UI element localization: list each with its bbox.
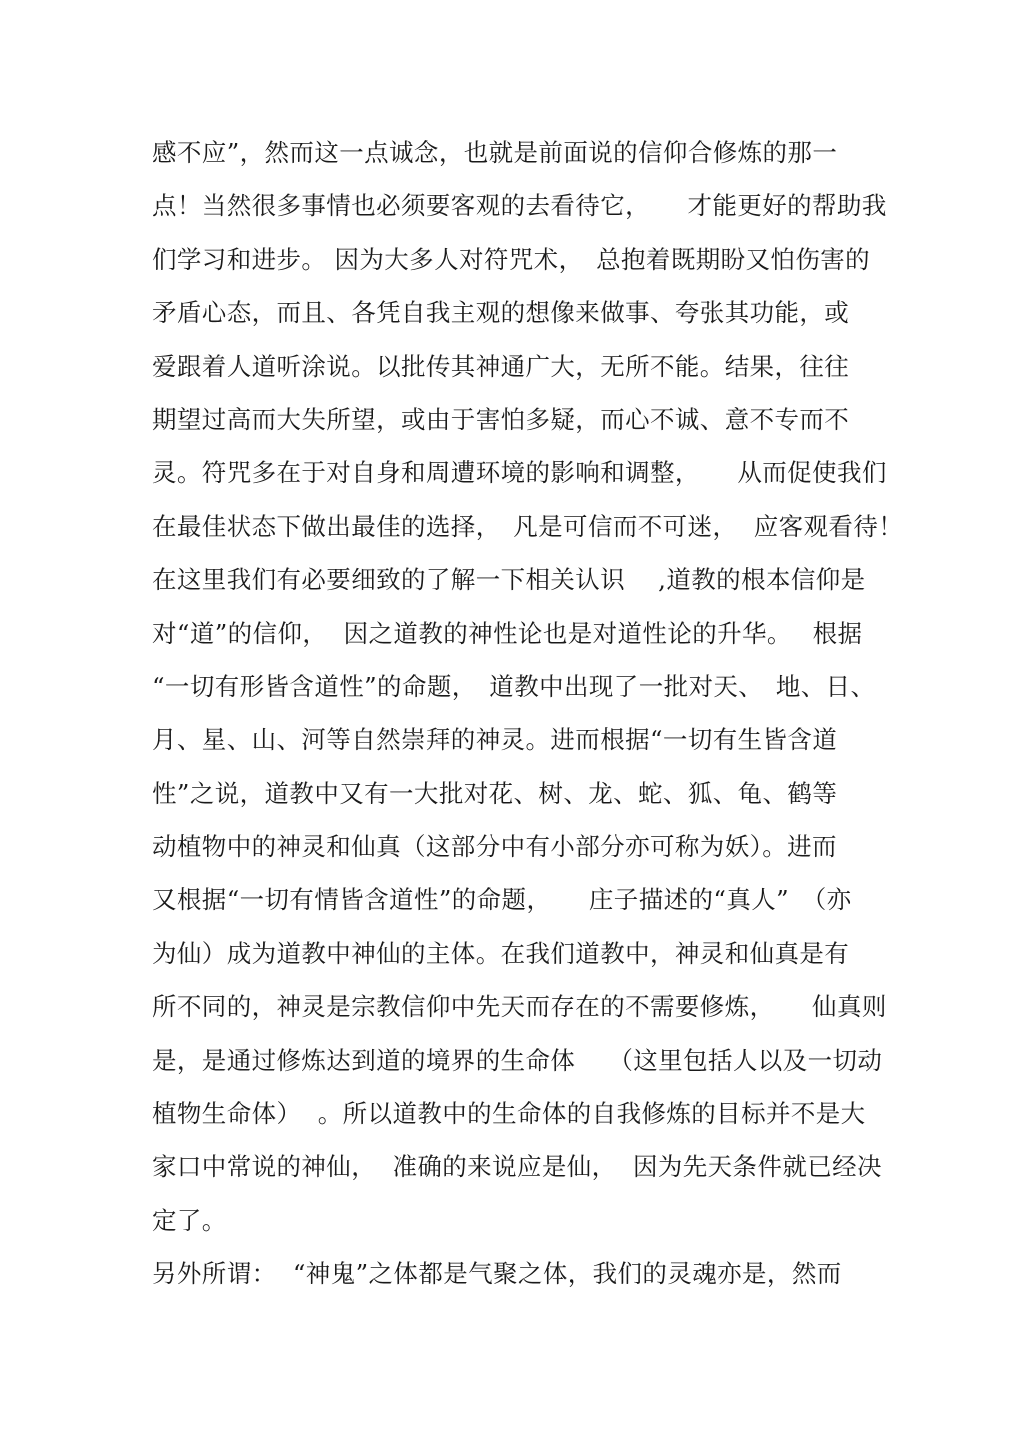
text-line: 又根据“一切有情皆含道性”的命题， 庄子描述的“真人” （亦	[152, 885, 852, 915]
text-line: 在最佳状态下做出最佳的选择， 凡是可信而不可迷， 应客观看待！	[152, 511, 904, 541]
text-line: “一切有形皆含道性”的命题， 道教中出现了一批对天、 地、日、	[152, 671, 876, 701]
text-line: 月、星、山、河等自然崇拜的神灵。进而根据“一切有生皆含道	[152, 725, 838, 755]
text-line: 定了。	[152, 1205, 227, 1235]
text-line: 动植物中的神灵和仙真（这部分中有小部分亦可称为妖）。进而	[152, 832, 837, 862]
text-line: 感不应”，然而这一点诚念，也就是前面说的信仰合修炼的那一	[152, 138, 838, 167]
text-line: 矛盾心态，而且、各凭自我主观的想像来做事、夸张其功能，或	[152, 298, 850, 328]
text-line: 灵。符咒多在于对自身和周遭环境的影响和调整， 从而促使我们	[152, 458, 887, 488]
text-line: 爱跟着人道听涂说。以批传其神通广大，无所不能。结果，往往	[152, 351, 850, 381]
text-line: 们学习和进步。 因为大多人对符咒术， 总抱着既期盼又怕伤害的	[152, 244, 871, 274]
text-line: 在这里我们有必要细致的了解一下相关认识 ,道教的根本信仰是	[152, 565, 866, 595]
text-line: 对“道”的信仰， 因之道教的神性论也是对道性论的升华。 根据	[152, 618, 863, 648]
text-line: 家口中常说的神仙， 准确的来说应是仙， 因为先天条件就已经决	[152, 1152, 882, 1182]
text-line: 是，是通过修炼达到道的境界的生命体 （这里包括人以及一切动	[152, 1045, 883, 1075]
text-line: 期望过高而大失所望，或由于害怕多疑，而心不诚、意不专而不	[152, 404, 850, 434]
text-line: 植物生命体） 。所以道教中的生命体的自我修炼的目标并不是大	[152, 1099, 866, 1129]
text-line: 性”之说，道教中又有一大批对花、树、龙、蛇、狐、龟、鹤等	[152, 778, 838, 808]
text-line: 为仙）成为道教中神仙的主体。在我们道教中，神灵和仙真是有	[152, 938, 850, 968]
body-text	[152, 126, 904, 1301]
text-line: 点！当然很多事情也必须要客观的去看待它， 才能更好的帮助我	[152, 191, 887, 221]
text-line: 所不同的，神灵是宗教信仰中先天而存在的不需要修炼， 仙真则	[152, 992, 887, 1022]
text-line: 另外所谓： “神鬼”之体都是气聚之体，我们的灵魂亦是，然而	[152, 1259, 842, 1289]
